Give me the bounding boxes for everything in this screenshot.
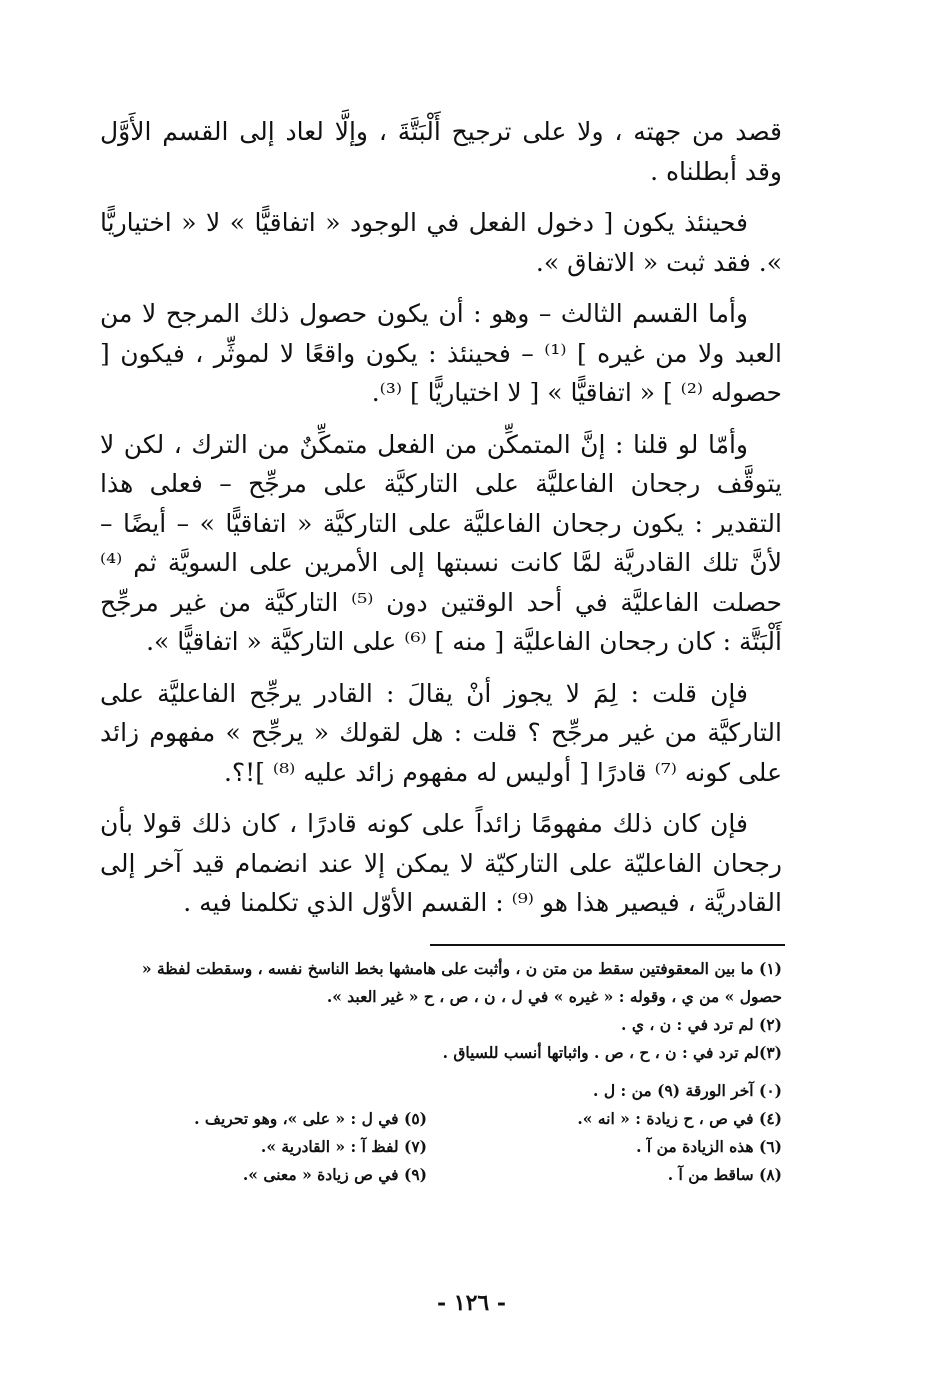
- footnote-2: (٢) لم ترد في : ن ، ي .: [621, 1015, 782, 1034]
- footnote-8: (٨) ساقط من آ .: [667, 1165, 782, 1184]
- footnote-3: (٣)لم ترد في : ن ، ح ، ص . واثباتها أنسب للسياق .: [442, 1043, 782, 1062]
- paragraph-2: فحينئذ يكون [ دخول الفعل في الوجود « اتفاقيًّا » لا « اختياريًّا ». فقد ثبت « الاتفاق ».: [100, 208, 782, 277]
- footnote-5: (٥) في ل : « على »، وهو تحريف .: [194, 1109, 427, 1128]
- footnote-row: [100, 1105, 782, 1133]
- footnote-4: (٤) في ص ، ح زيادة : « انه ».: [577, 1109, 782, 1128]
- footnote-9: (٩) في ص زيادة « معنى ».: [242, 1165, 427, 1184]
- footnote-row: [100, 1161, 782, 1189]
- paragraph-3: وأما القسم الثالث – وهو : أن يكون حصول ذلك المرجح لا من العبد ولا من غيره ] ⁽¹⁾ – فحينئذ : يكون واقعًا لا لموثِّر ، فيكون [ حصوله ⁽²⁾ ] « اتفاقيًّا » [ لا اختياريًّا ] ⁽³⁾.: [100, 299, 782, 407]
- footnote-row: [100, 1133, 782, 1161]
- page-number: - ١٢٦ -: [436, 1290, 507, 1316]
- paragraph-1: قصد من جهته ، ولا على ترجيح أَلْبَتَّةَ ، وإلَّا لعاد إلى القسم الأَوَّل وقد أبطلناه .: [100, 117, 782, 186]
- footnote-0: (٠) آخر الورقة (٩) من : ل .: [593, 1081, 782, 1100]
- footnotes: [100, 955, 782, 1189]
- paragraph-6: فإن كان ذلك مفهومًا زائداً على كونه قادرًا ، كان ذلك قولا بأن رجحان الفاعليّة على التاركيّة لا يمكن إلا عند انضمام قيد آخر إلى القادريَّة ، فيصير هذا هو ⁽⁹⁾ : القسم الأوّل الذي تكلمنا فيه .: [100, 809, 782, 917]
- paragraph-5: فإن قلت : لِمَ لا يجوز أنْ يقالَ : القادر يرجِّح الفاعليَّة على التاركيَّة من غير مرجِّح ؟ قلت : هل لقولك « يرجِّح » مفهوم زائد على كونه ⁽⁷⁾ قادرًا [ أوليس له مفهوم زائد عليه ⁽⁸⁾ ]!؟.: [100, 678, 782, 787]
- footnote-7: (٧) لفظ آ : « القادرية ».: [260, 1137, 427, 1156]
- main-text: [100, 112, 782, 935]
- footnote-divider: [430, 944, 785, 946]
- footnote-1: (١) ما بين المعقوفتين سقط من متن ن ، وأثبت على هامشها بخط الناسخ نفسه ، وسقطت لفظة « حصول » من ي ، وقوله : « غيره » في ل ، ن ، ص ، ح « غير العبد ».: [141, 959, 782, 1006]
- footnote-6: (٦) هذه الزيادة من آ .: [636, 1137, 782, 1156]
- paragraph-4: وأمّا لو قلنا : إنَّ المتمكِّن من الفعل متمكِّنٌ من الترك ، لكن لا يتوقَّف رجحان الفاعليَّة على التاركيَّة على مرجِّح – فعلى هذا التقدير : يكون رجحان الفاعليَّة على التاركيَّة « اتفاقيًّا » – أيضًا – لأنَّ تلك القادريَّة لمَّا كانت نسبتها إلى الأمرين على السويَّة ثم ⁽⁴⁾ حصلت الفاعليَّة في أحد الوقتين دون ⁽⁵⁾ التاركيَّة من غير مرجِّح أَلْبَتَّة : كان رجحان الفاعليَّة [ منه ] ⁽⁶⁾ على التاركيَّة « اتفاقيًّا ».: [100, 429, 783, 656]
